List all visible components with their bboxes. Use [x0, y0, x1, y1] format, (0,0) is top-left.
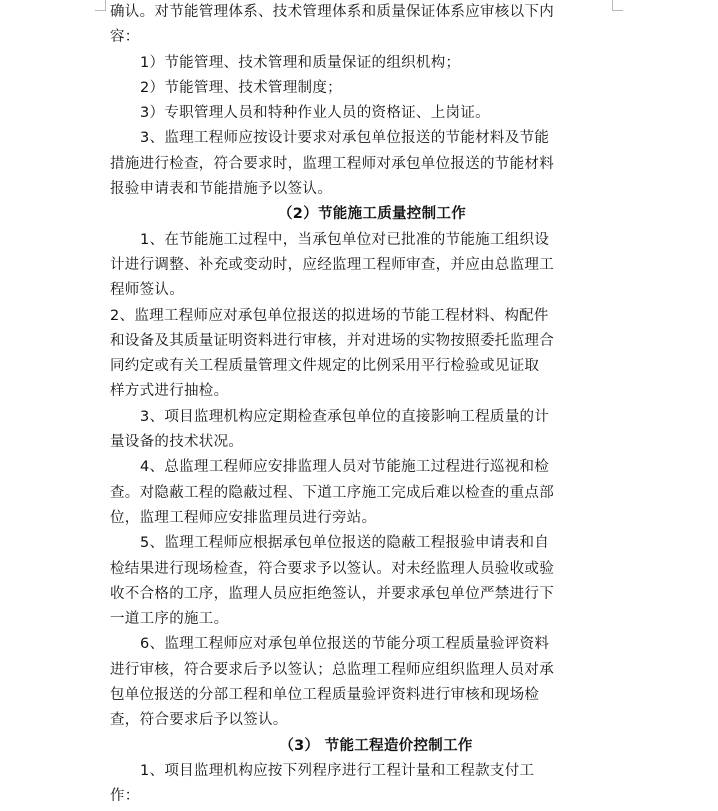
body-text-line: 检结果进行现场检查，符合要求予以签认。对未经监理人员验收或验: [110, 560, 554, 577]
body-text-line: 作：: [110, 788, 140, 805]
body-text-line: 同约定或有关工程质量管理文件规定的比例采用平行检验或见证取: [110, 358, 540, 375]
body-text-line: 查，符合要求后予以签认。: [110, 712, 288, 729]
section-heading: （3） 节能工程造价控制工作: [279, 737, 473, 754]
paragraph-start-line: 5、监理工程师应根据承包单位报送的隐蔽工程报验申请表和自: [140, 535, 550, 552]
body-text-line: 量设备的技术状况。: [110, 434, 244, 451]
body-text-line: 报验申请表和节能措施予以签认。: [110, 181, 332, 198]
body-text-line: 计进行调整、补充或变动时，应经监理工程师审查，并应由总监理工: [110, 256, 554, 273]
document-page: [110, 0, 610, 810]
list-item: 2）节能管理、技术管理制度；: [140, 79, 342, 96]
list-item: 1）节能管理、技术管理和质量保证的组织机构；: [140, 54, 461, 71]
body-text-line: 程师签认。: [110, 282, 184, 299]
body-text-line: 确认。对节能管理体系、技术管理体系和质量保证体系应审核以下内: [110, 4, 554, 20]
paragraph-start-line: 1、项目监理机构应按下列程序进行工程计量和工程款支付工: [140, 762, 535, 779]
list-item: 3）专职管理人员和特种作业人员的资格证、上岗证。: [140, 105, 490, 122]
page-corner-mark-right: [612, 0, 623, 11]
body-text-line: 位，监理工程师应安排监理员进行旁站。: [110, 509, 377, 526]
body-text-line: 和设备及其质量证明资料进行审核，并对进场的实物按照委托监理合: [110, 332, 554, 349]
body-text-line: 容：: [110, 29, 140, 46]
paragraph-start-line: 4、总监理工程师应安排监理人员对节能施工过程进行巡视和检: [140, 459, 550, 476]
paragraph-start-line: 1、在节能施工过程中，当承包单位对已批准的节能施工组织设: [140, 231, 550, 248]
body-text-line: 包单位报送的分部工程和单位工程质量验评资料进行审核和现场检: [110, 687, 540, 704]
paragraph-start-line: 2、监理工程师应对承包单位报送的拟进场的节能工程材料、构配件: [110, 307, 549, 324]
body-text-line: 收不合格的工序，监理人员应拒绝签认，并要求承包单位严禁进行下: [110, 585, 554, 602]
paragraph-start-line: 3、项目监理机构应定期检查承包单位的直接影响工程质量的计: [140, 408, 550, 425]
body-text-line: 查。对隐蔽工程的隐蔽过程、下道工序施工完成后难以检查的重点部: [110, 484, 554, 501]
page-corner-mark-left: [95, 0, 106, 11]
body-text-line: 进行审核，符合要求后予以签认；总监理工程师应组织监理人员对承: [110, 661, 554, 678]
section-heading: （2）节能施工质量控制工作: [278, 206, 466, 223]
body-text-line: 措施进行检查，符合要求时，监理工程师对承包单位报送的节能材料: [110, 155, 554, 172]
body-text-line: 一道工序的施工。: [110, 611, 229, 628]
paragraph-start-line: 6、监理工程师应对承包单位报送的节能分项工程质量验评资料: [140, 636, 550, 653]
body-text-line: 样方式进行抽检。: [110, 383, 229, 400]
paragraph-start-line: 3、监理工程师应按设计要求对承包单位报送的节能材料及节能: [140, 130, 550, 147]
